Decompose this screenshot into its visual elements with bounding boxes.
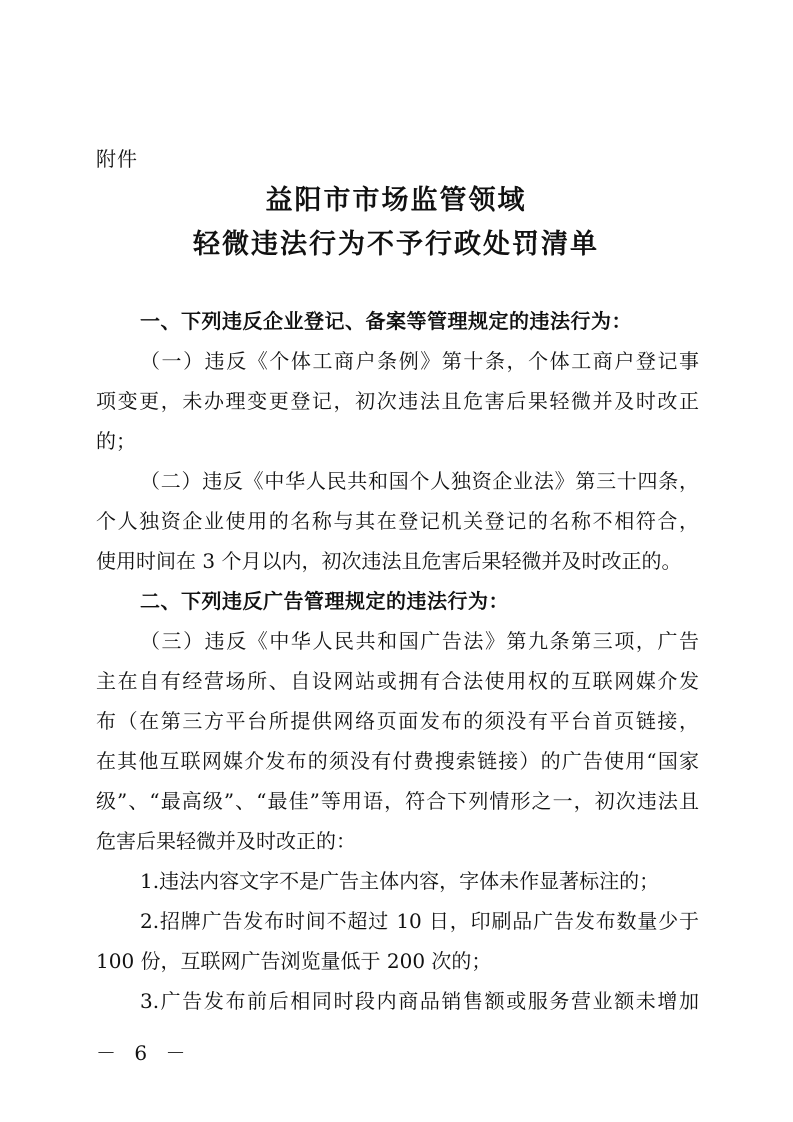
item-2-line-2: 个人独资企业使用的名称与其在登记机关登记的名称不相符合， (96, 509, 699, 533)
subitem-1: 1.违法内容文字不是广告主体内容，字体未作显著标注的； (140, 869, 660, 893)
item-1-line-1: （一）违反《个体工商户条例》第十条，个体工商户登记事 (140, 349, 699, 373)
page-number: － 6 － (96, 1041, 192, 1065)
item-3-line-1: （三）违反《中华人民共和国广告法》第九条第三项，广告 (140, 629, 699, 653)
subitem-2-line-2: 100 份，互联网广告浏览量低于 200 次的； (96, 949, 492, 973)
document-title-line-1: 益阳市市场监管领域 (265, 185, 527, 216)
item-3-line-4: 在其他互联网媒介发布的须没有付费搜索链接）的广告使用“国家 (96, 749, 699, 773)
section-heading-1: 一、下列违反企业登记、备案等管理规定的违法行为： (140, 309, 632, 333)
attachment-label: 附件 (96, 147, 138, 171)
item-3-line-5: 级”、“最高级”、“最佳”等用语，符合下列情形之一，初次违法且 (96, 789, 699, 813)
item-1-line-3: 的； (96, 429, 136, 453)
item-1-line-2: 项变更，未办理变更登记，初次违法且危害后果轻微并及时改正 (96, 389, 699, 413)
subitem-3-line-1: 3.广告发布前后相同时段内商品销售额或服务营业额未增加 (140, 989, 699, 1013)
item-3-line-6: 危害后果轻微并及时改正的： (96, 829, 356, 853)
item-3-line-3: 布（在第三方平台所提供网络页面发布的须没有平台首页链接， (96, 709, 699, 733)
item-2-line-3: 使用时间在 3 个月以内，初次违法且危害后果轻微并及时改正的。 (96, 549, 682, 573)
section-heading-2: 二、下列违反广告管理规定的违法行为： (140, 589, 509, 613)
item-2-line-1: （二）违反《中华人民共和国个人独资企业法》第三十四条， (140, 469, 699, 493)
document-title-line-2: 轻微违法行为不予行政处罚清单 (193, 229, 599, 260)
subitem-2-line-1: 2.招牌广告发布时间不超过 10 日，印刷品广告发布数量少于 (140, 909, 699, 933)
item-3-line-2: 主在自有经营场所、自设网站或拥有合法使用权的互联网媒介发 (96, 669, 699, 693)
